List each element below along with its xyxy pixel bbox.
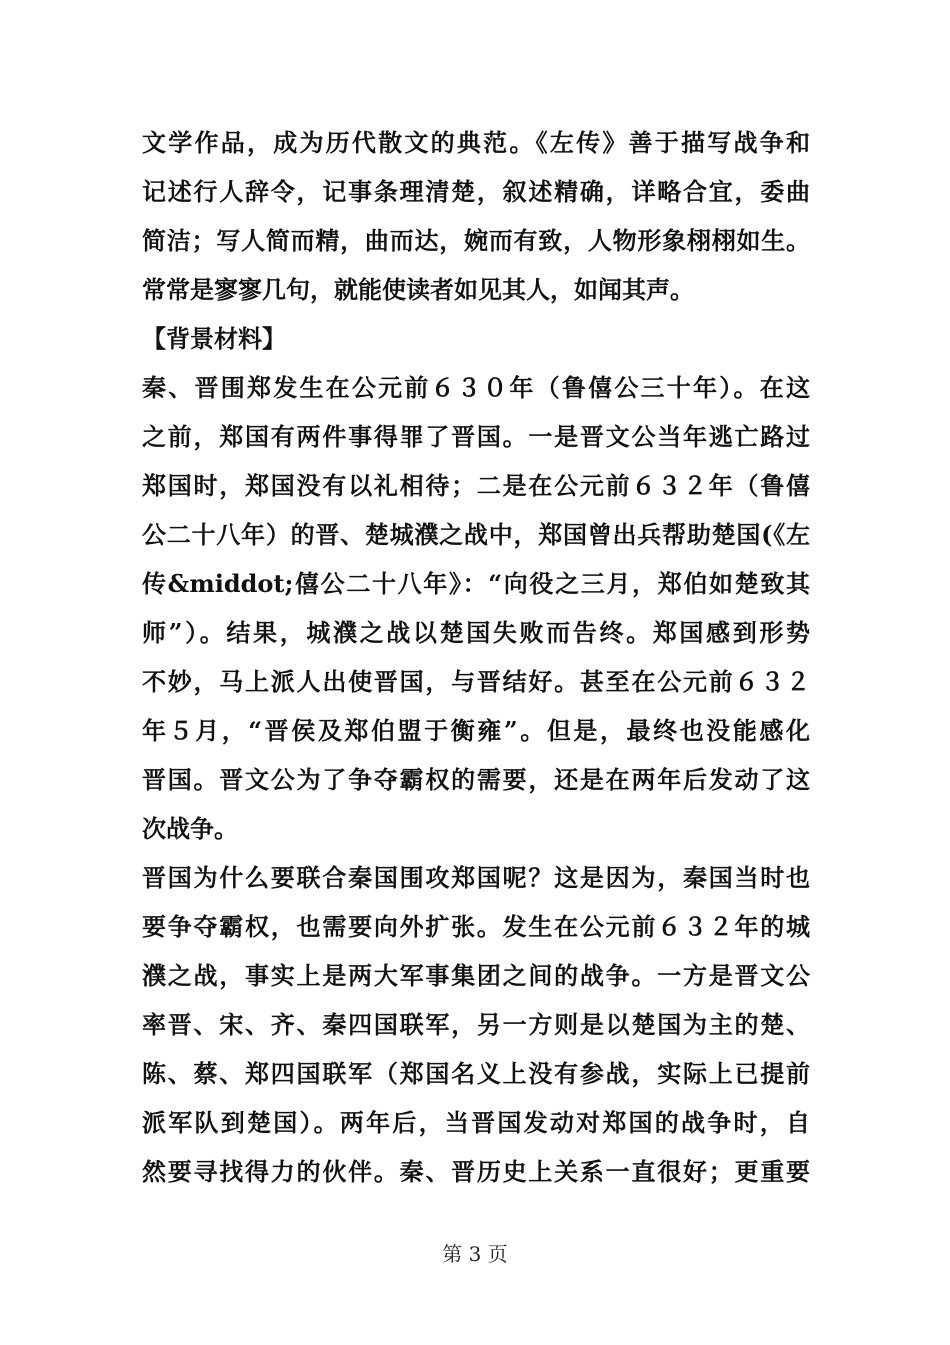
text-line: 传&middot;僖公二十八年》：“向役之三月，郑伯如楚致其 <box>142 569 810 598</box>
text-line: 陈、蔡、郑四国联军（郑国名义上没有参战，实际上已提前 <box>142 1059 810 1088</box>
text-line: 濮之战，事实上是两大军事集团之间的战争。一方是晋文公 <box>142 961 810 990</box>
text-line: 师”）。结果，城濮之战以楚国失败而告终。郑国感到形势 <box>142 618 810 647</box>
text-line: 然要寻找得力的伙伴。秦、晋历史上关系一直很好；更重要 <box>142 1157 810 1186</box>
text-line: 率晋、宋、齐、秦四国联军，另一方则是以楚国为主的楚、 <box>142 1010 810 1039</box>
text-line: 派军队到楚国）。两年后，当晋国发动对郑国的战争时，自 <box>142 1108 810 1137</box>
text-line: 简洁；写人简而精，曲而达，婉而有致，人物形象栩栩如生。 <box>142 226 810 255</box>
text-line: 要争夺霸权，也需要向外扩张。发生在公元前６３２年的城 <box>142 912 810 941</box>
text-line: 之前，郑国有两件事得罪了晋国。一是晋文公当年逃亡路过 <box>142 422 810 451</box>
text-line: 文学作品，成为历代散文的典范。《左传》善于描写战争和 <box>142 128 810 157</box>
text-line: 晋国。晋文公为了争夺霸权的需要，还是在两年后发动了这 <box>142 765 810 794</box>
text-line: 秦、晋围郑发生在公元前６３０年（鲁僖公三十年）。在这 <box>142 373 810 402</box>
body-text <box>142 118 810 1196</box>
text-line: 郑国时，郑国没有以礼相待；二是在公元前６３２年（鲁僖 <box>142 471 810 500</box>
text-line: 常常是寥寥几句，就能使读者如见其人，如闻其声。 <box>142 275 694 304</box>
text-line: 公二十八年）的晋、楚城濮之战中，郑国曾出兵帮助楚国(《左 <box>142 520 810 549</box>
text-line: 晋国为什么要联合秦国围攻郑国呢？这是因为，秦国当时也 <box>142 863 810 892</box>
section-heading: 【背景材料】 <box>142 324 286 353</box>
text-line: 不妙，马上派人出使晋国，与晋结好。甚至在公元前６３２ <box>142 667 810 696</box>
text-line: 次战争。 <box>142 814 238 843</box>
text-line: 记述行人辞令，记事条理清楚，叙述精确，详略合宜，委曲 <box>142 177 810 206</box>
page-number: 第 3 页 <box>442 1242 508 1266</box>
text-line: 年５月，“晋侯及郑伯盟于衡雍”。但是，最终也没能感化 <box>142 716 810 745</box>
